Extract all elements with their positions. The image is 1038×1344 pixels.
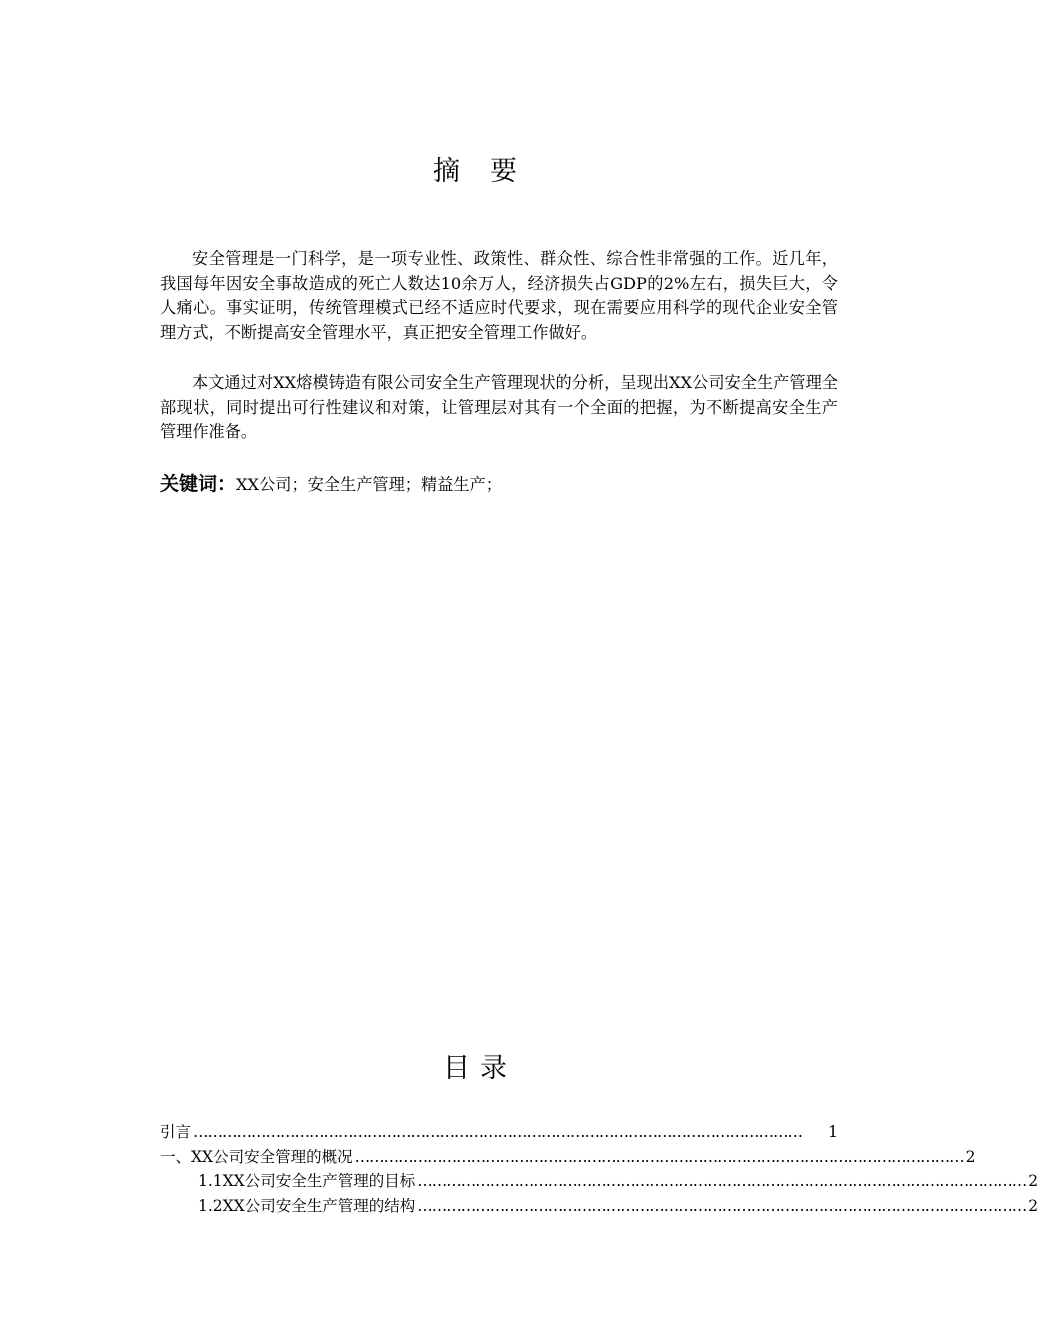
toc-list [160,1120,1038,1218]
toc-entry-label: 1.1XX公司安全生产管理的目标 [198,1172,416,1190]
toc-entry-page: 2 [1028,1196,1038,1215]
toc-entry-section-1-1[interactable] [160,1169,1038,1194]
toc-dot-leader: ……………………………………………………………………………………………………………… [193,1123,803,1141]
abstract-paragraph-1: 安全管理是一门科学，是一项专业性、政策性、群众性、综合性非常强的工作。近几年，我国每年因安全事故造成的死亡人数达10余万人，经济损失占GDP的2%左右，损失巨大，令人痛心。事实证明，传统管理模式已经不适应时代要求，现在需要应用科学的现代企业安全管理方式，不断提高安全管理水平，真正把安全管理工作做好。 [160,249,838,342]
toc-entry-label: 一、XX公司安全管理的概况 [160,1147,353,1166]
toc-dot-leader: ……………………………………………………………………………………………………………… [354,1147,964,1166]
toc-dot-leader: ……………………………………………………………………………………………………………… [417,1172,1027,1190]
toc-entry-page: 1 [828,1123,838,1141]
toc-entry-section-1-2[interactable] [160,1194,1038,1219]
toc-title: 目录 [443,1053,517,1084]
abstract-title: 摘要 [433,156,547,187]
keywords-text: XX公司；安全生产管理；精益生产； [236,475,502,494]
toc-entry-introduction[interactable] [160,1120,838,1145]
keywords-line [160,470,502,499]
toc-entry-label: 1.2XX公司安全生产管理的结构 [198,1196,416,1215]
toc-entry-chapter-1[interactable] [160,1145,976,1170]
abstract-paragraph-2: 本文通过对XX熔模铸造有限公司安全生产管理现状的分析，呈现出XX公司安全生产管理全部现状，同时提出可行性建议和对策，让管理层对其有一个全面的把握，为不断提高安全生产管理作准备。 [160,373,838,441]
toc-entry-page: 2 [1028,1172,1038,1190]
keywords-label: 关键词： [160,473,237,495]
toc-entry-page: 2 [965,1147,976,1166]
toc-dot-leader: ……………………………………………………………………………………………………………… [417,1196,1027,1215]
toc-entry-label: 引言 [160,1123,192,1141]
